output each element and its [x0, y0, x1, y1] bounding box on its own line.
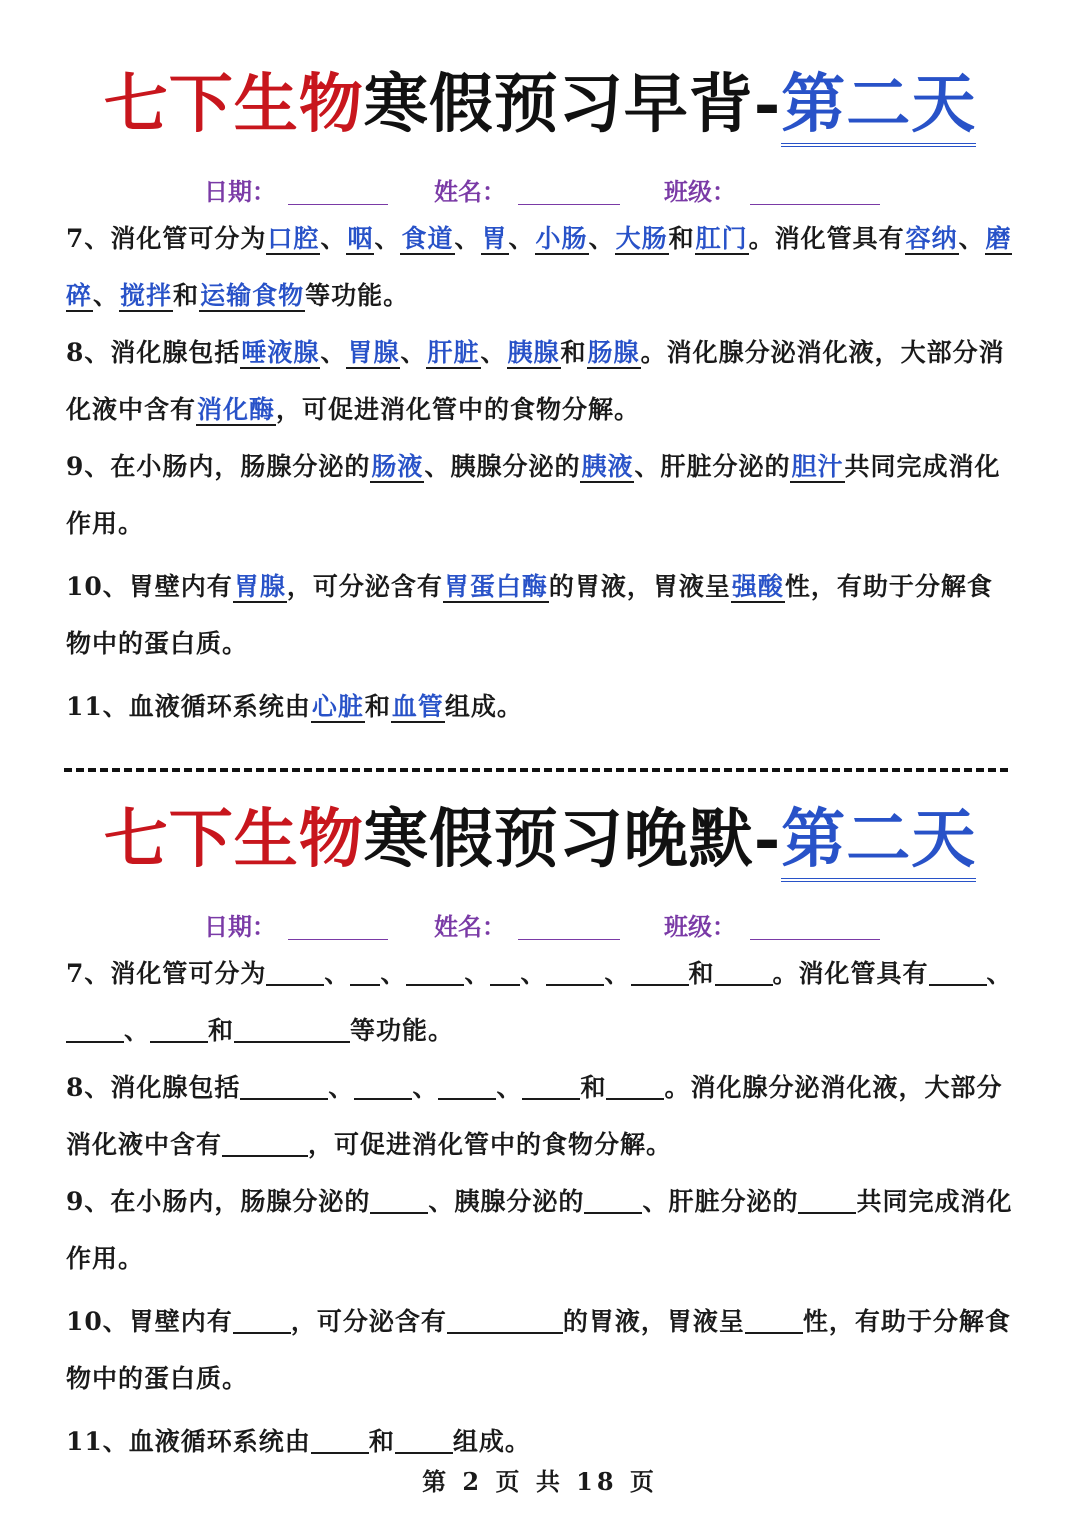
question-text: 、肝脏分泌的: [642, 1187, 799, 1216]
answer: 食道: [401, 224, 454, 253]
question-text: 、胰腺分泌的: [428, 1187, 585, 1216]
question-number: 10、: [66, 1307, 129, 1336]
question-text: 性，有助于分解食物中的蛋白质。: [66, 572, 993, 658]
answer: 搅拌: [120, 281, 173, 310]
class-field[interactable]: [750, 204, 880, 205]
date-field[interactable]: [288, 204, 388, 205]
separator: 、: [324, 959, 351, 988]
answer: 心脏: [311, 692, 364, 721]
morning-info-row: [0, 160, 1080, 210]
separator: 、: [124, 1016, 151, 1045]
answer: 容纳: [905, 224, 958, 253]
question-text: ，可促进消化管中的食物分解。: [308, 1130, 673, 1159]
blank[interactable]: [354, 1072, 412, 1100]
blank[interactable]: [745, 1306, 803, 1334]
answer: 胆汁: [791, 452, 844, 481]
title-day: 第二天: [781, 67, 976, 147]
question-text: 。消化腺分泌消化液，大部分消化液中含有: [66, 1073, 1003, 1159]
question-text: 组成。: [452, 1427, 531, 1456]
answer: 胃腺: [347, 338, 400, 367]
separator: 、: [412, 1073, 439, 1102]
question-text: 的胃液，胃液呈: [548, 572, 731, 601]
question-text: 。消化管具有: [748, 224, 905, 253]
question-text: 共同完成消化作用。: [66, 452, 1001, 538]
question-10: [66, 558, 1016, 672]
blank[interactable]: [546, 958, 604, 986]
question-text: 消化腺包括: [110, 1073, 241, 1102]
separator: 、: [320, 224, 347, 253]
blank[interactable]: [631, 958, 689, 986]
title-subject: 七下生物: [103, 802, 364, 877]
answer: 消化酶: [197, 395, 276, 424]
blank[interactable]: [406, 958, 464, 986]
answer: 强酸: [731, 572, 784, 601]
separator: 、: [604, 959, 631, 988]
answer: 肝脏: [427, 338, 480, 367]
separator: 和: [208, 1016, 235, 1045]
title-subject: 七下生物: [103, 67, 364, 142]
question-7: [66, 210, 1016, 324]
separator: 、: [320, 338, 347, 367]
blank[interactable]: [350, 958, 380, 986]
blank[interactable]: [438, 1072, 496, 1100]
question-text: 组成。: [444, 692, 523, 721]
answer: 咽: [347, 224, 374, 253]
blank[interactable]: [584, 1186, 642, 1214]
answer: 胰液: [581, 452, 634, 481]
question-text: 和: [364, 692, 391, 721]
separator: 、: [986, 959, 1013, 988]
class-label: 班级：: [664, 177, 736, 206]
blank[interactable]: [798, 1186, 856, 1214]
question-text: 在小肠内，肠腺分泌的: [110, 452, 371, 481]
evening-title: [0, 795, 1080, 885]
question-text: 性，有助于分解食物中的蛋白质。: [66, 1307, 1011, 1393]
question-number: 8、: [66, 1073, 111, 1102]
separator: 和: [580, 1073, 607, 1102]
question-text: 胃壁内有: [128, 1307, 233, 1336]
separator: 、: [464, 959, 491, 988]
separator: 和: [668, 224, 695, 253]
question-text: ，可分泌含有: [286, 572, 443, 601]
separator: 、: [400, 338, 427, 367]
question-text: 、肝脏分泌的: [634, 452, 791, 481]
separator: 和: [560, 338, 587, 367]
question-text: ，可分泌含有: [290, 1307, 447, 1336]
class-label: 班级：: [664, 912, 736, 941]
question-text: 等功能。: [305, 281, 410, 310]
evening-questions: [0, 945, 1080, 1470]
question-10: [66, 1293, 1016, 1407]
blank[interactable]: [240, 1072, 328, 1100]
name-field[interactable]: [518, 204, 620, 205]
answer: 口腔: [267, 224, 320, 253]
name-field[interactable]: [518, 939, 620, 940]
title-main: 寒假预习早背-: [363, 67, 782, 142]
question-text: 、胰腺分泌的: [424, 452, 581, 481]
question-8: [66, 324, 1016, 438]
blank[interactable]: [233, 1306, 291, 1334]
date-label: 日期：: [204, 912, 276, 941]
answer: 大肠: [615, 224, 668, 253]
answer: 胃: [481, 224, 508, 253]
question-text: 消化管可分为: [110, 224, 267, 253]
separator: 、: [380, 959, 407, 988]
blank[interactable]: [606, 1072, 664, 1100]
answer: 肠液: [371, 452, 424, 481]
question-9: [66, 438, 1016, 552]
question-11: [66, 678, 1016, 735]
blank[interactable]: [395, 1426, 453, 1454]
blank[interactable]: [150, 1015, 208, 1043]
section-divider: [64, 768, 1008, 772]
separator: 、: [374, 224, 401, 253]
answer: 磨碎: [66, 224, 1012, 310]
answer: 运输食物: [200, 281, 305, 310]
blank[interactable]: [234, 1015, 350, 1043]
separator: 、: [454, 224, 481, 253]
separator: 、: [520, 959, 547, 988]
morning-title: [0, 60, 1080, 150]
question-number: 7、: [66, 959, 111, 988]
question-text: 等功能。: [350, 1016, 455, 1045]
question-8: [66, 1059, 1016, 1173]
answer: 血管: [391, 692, 444, 721]
class-field[interactable]: [750, 939, 880, 940]
morning-questions: [0, 210, 1080, 735]
date-field[interactable]: [288, 939, 388, 940]
blank[interactable]: [490, 958, 520, 986]
blank[interactable]: [222, 1129, 308, 1157]
question-text: 血液循环系统由: [128, 692, 311, 721]
name-label: 姓名：: [434, 912, 506, 941]
question-text: 在小肠内，肠腺分泌的: [110, 1187, 371, 1216]
question-number: 10、: [66, 572, 129, 601]
separator: 、: [93, 281, 120, 310]
title-main: 寒假预习晚默-: [363, 802, 782, 877]
question-text: 胃壁内有: [128, 572, 233, 601]
question-text: 的胃液，胃液呈: [562, 1307, 745, 1336]
separator: 和: [173, 281, 200, 310]
separator: 、: [508, 224, 535, 253]
blank[interactable]: [929, 958, 987, 986]
question-9: [66, 1173, 1016, 1287]
question-number: 11、: [66, 1427, 129, 1456]
question-text: 和: [368, 1427, 395, 1456]
separator: 和: [688, 959, 715, 988]
question-number: 8、: [66, 338, 111, 367]
blank[interactable]: [370, 1186, 428, 1214]
question-text: 共同完成消化作用。: [66, 1187, 1013, 1273]
blank[interactable]: [266, 958, 324, 986]
answer: 胃蛋白酶: [443, 572, 548, 601]
answer: 胃腺: [233, 572, 286, 601]
blank[interactable]: [311, 1426, 369, 1454]
page-number: 第 2 页 共 18 页: [422, 1467, 658, 1496]
separator: 、: [328, 1073, 355, 1102]
answer: 肛门: [695, 224, 748, 253]
blank[interactable]: [715, 958, 773, 986]
separator: 、: [480, 338, 507, 367]
question-text: 消化腺包括: [110, 338, 241, 367]
blank[interactable]: [66, 1015, 124, 1043]
answer: 唾液腺: [241, 338, 320, 367]
morning-section: [0, 60, 1080, 735]
question-text: 。消化管具有: [772, 959, 929, 988]
blank[interactable]: [522, 1072, 580, 1100]
separator: 、: [958, 224, 985, 253]
question-number: 7、: [66, 224, 111, 253]
question-7: [66, 945, 1016, 1059]
question-text: 血液循环系统由: [128, 1427, 311, 1456]
evening-section: [0, 795, 1080, 1470]
date-label: 日期：: [204, 177, 276, 206]
answer: 胰腺: [507, 338, 560, 367]
separator: 、: [496, 1073, 523, 1102]
question-text: 消化管可分为: [110, 959, 267, 988]
question-text: 。消化腺分泌消化液，大部分消化液中含有: [66, 338, 1005, 424]
name-label: 姓名：: [434, 177, 506, 206]
question-number: 9、: [66, 1187, 111, 1216]
separator: 、: [588, 224, 615, 253]
question-text: ，可促进消化管中的食物分解。: [276, 395, 641, 424]
blank[interactable]: [447, 1306, 563, 1334]
answer: 肠腺: [587, 338, 640, 367]
question-number: 11、: [66, 692, 129, 721]
title-day: 第二天: [781, 802, 976, 882]
question-number: 9、: [66, 452, 111, 481]
answer: 小肠: [535, 224, 588, 253]
evening-info-row: [0, 895, 1080, 945]
